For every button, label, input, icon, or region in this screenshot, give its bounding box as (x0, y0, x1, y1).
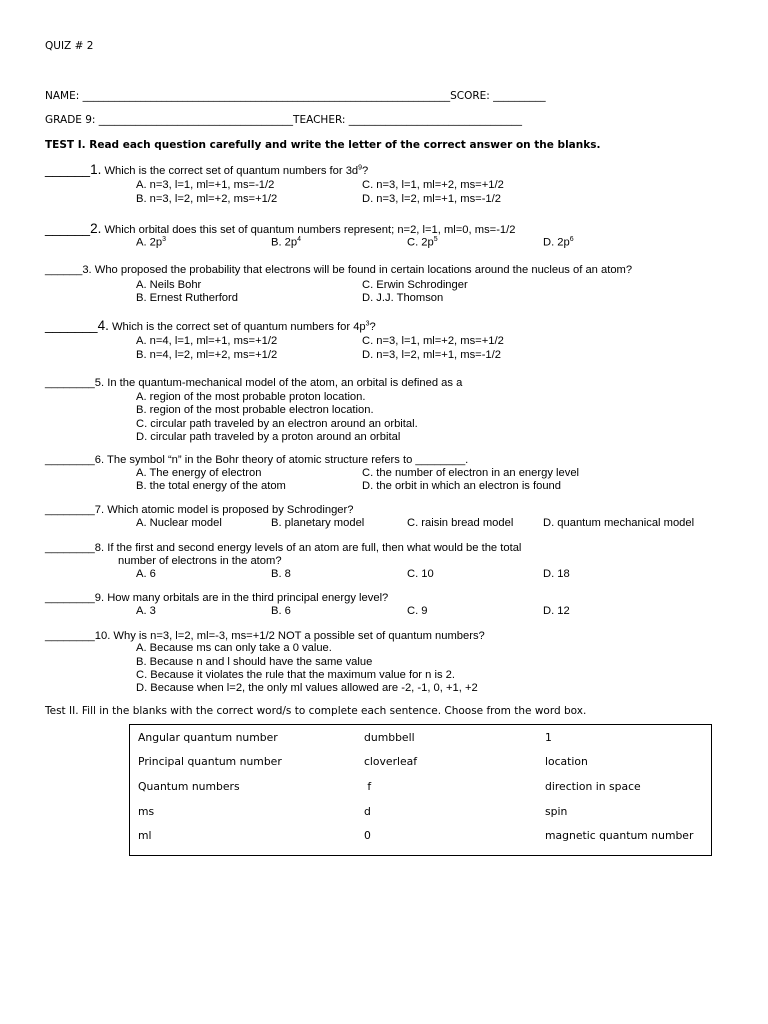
option-b: B. region of the most probable electron location. (136, 404, 374, 416)
option-b: B. n=4, l=2, ml=+2, ms=+1/2 (136, 349, 278, 361)
option-c: C. n=3, l=1, ml=+2, ms=+1/2 (362, 335, 504, 347)
grade-teacher-line: GRADE 9: _____________________________________TEACHER: _________________________________ (45, 114, 523, 126)
option-d: D. quantum mechanical model (543, 517, 695, 529)
option-a: A. 3 (136, 605, 156, 617)
option-c: C. Erwin Schrodinger (362, 279, 468, 291)
question-number: 1. (90, 162, 102, 177)
option-d: D. 18 (543, 568, 570, 580)
option-a: A. region of the most probable proton location. (136, 391, 366, 403)
answer-blank: ______ (45, 162, 91, 177)
test1-instructions: TEST I. Read each question carefully and write the letter of the correct answer on the blanks. (45, 139, 601, 151)
question-number: 4. (97, 318, 109, 333)
option-d: D. 12 (543, 605, 570, 617)
option-b: B. Because n and l should have the same value (136, 656, 373, 668)
word-box (129, 724, 712, 856)
question-7: ________7. Which atomic model is proposed by Schrodinger? (45, 504, 354, 516)
option-a: A. $2p^3$ (136, 236, 167, 249)
option-c: C. 9 (407, 605, 428, 617)
question-8: ________8. If the first and second energy levels of an atom are full, then what would be the total (45, 542, 522, 554)
option-c: C. the number of electron in an energy level (362, 467, 580, 479)
option-d: D. n=3, l=2, ml=+1, ms=-1/2 (362, 349, 501, 361)
word-box-cell: magnetic quantum number (545, 829, 694, 842)
option-c: C. 10 (407, 568, 434, 580)
answer-blank: ______ (45, 221, 91, 236)
word-box-cell: direction in space (545, 780, 641, 793)
word-box-cell: Angular quantum number (138, 731, 278, 744)
question-9: ________9. How many orbitals are in the third principal energy level? (45, 592, 389, 604)
word-box-cell: 0 (364, 829, 371, 842)
question-text: Which is the correct set of quantum numbers for 3d (104, 165, 359, 177)
option-d: D. J.J. Thomson (362, 292, 444, 304)
question-text: Which orbital does this set of quantum numbers represent; n=2, l=1, ml=0, ms=-1/2 (104, 224, 516, 236)
option-a: A. Because ms can only take a 0 value. (136, 642, 332, 654)
word-box-cell: ms (138, 805, 155, 818)
word-box-cell: ml (138, 829, 152, 842)
option-b: B. n=3, l=2, ml=+2, ms=+1/2 (136, 193, 278, 205)
option-b: B. Ernest Rutherford (136, 292, 238, 304)
word-box-cell: Principal quantum number (138, 755, 282, 768)
word-box-cell: dumbbell (364, 731, 415, 744)
question-8-continued: number of electrons in the atom? (118, 555, 282, 567)
option-c: C. n=3, l=1, ml=+2, ms=+1/2 (362, 179, 504, 191)
option-c: C. circular path traveled by an electron around an orbital. (136, 418, 418, 430)
word-box-cell: spin (545, 805, 568, 818)
question-3: ______3. Who proposed the probability that electrons will be found in certain locations around the nucleus of an atom? (45, 264, 633, 276)
quiz-title: QUIZ # 2 (45, 40, 94, 52)
question-text: Which is the correct set of quantum numbers for 4p (111, 321, 366, 333)
question-number: 2. (90, 221, 102, 236)
option-b: B. 6 (271, 605, 291, 617)
question-10: ________10. Why is n=3, l=2, ml=-3, ms=+1/2 NOT a possible set of quantum numbers? (45, 630, 485, 642)
option-a: A. 6 (136, 568, 156, 580)
option-d: D. n=3, l=2, ml=+1, ms=-1/2 (362, 193, 501, 205)
answer-blank: _______ (45, 318, 98, 333)
option-d: D. the orbit in which an electron is found (362, 480, 561, 492)
word-box-cell: 1 (545, 731, 552, 744)
question-6: ________6. The symbol “n” in the Bohr theory of atomic structure refers to ________. (45, 454, 469, 466)
option-d: D. circular path traveled by a proton around an orbital (136, 431, 401, 443)
option-b: B. $2p^4$ (271, 236, 302, 249)
question-4: _______4. Which is the correct set of quantum numbers for $4p^3$? (45, 318, 376, 333)
question-1: ______1. Which is the correct set of quantum numbers for $3d^9$? (45, 162, 369, 177)
word-box-cell: Quantum numbers (138, 780, 240, 793)
question-2 (45, 221, 515, 236)
option-a: A. n=4, l=1, ml=+1, ms=+1/2 (136, 335, 278, 347)
question-5: ________5. In the quantum-mechanical model of the atom, an orbital is defined as a (45, 377, 463, 389)
option-a: A. The energy of electron (136, 467, 262, 479)
word-box-cell: location (545, 755, 588, 768)
option-a: A. Nuclear model (136, 517, 222, 529)
option-a: A. n=3, l=1, ml=+1, ms=-1/2 (136, 179, 275, 191)
word-box-cell: d (364, 805, 371, 818)
option-d: D. Because when l=2, the only ml values allowed are -2, -1, 0, +1, +2 (136, 682, 478, 694)
option-b: B. 8 (271, 568, 291, 580)
superscript: 3 (365, 320, 370, 328)
option-a: A. Neils Bohr (136, 279, 202, 291)
word-box-cell: f (364, 780, 372, 793)
option-b: B. the total energy of the atom (136, 480, 286, 492)
option-c: C. raisin bread model (407, 517, 514, 529)
option-c: C. Because it violates the rule that the maximum value for n is 2. (136, 669, 455, 681)
option-b: B. planetary model (271, 517, 365, 529)
option-c: C. $2p^5$ (407, 236, 438, 249)
name-score-line: NAME: ______________________________________________________________________SCORE: __________ (45, 90, 546, 102)
option-d: D. $2p^6$ (543, 236, 574, 249)
superscript: 9 (358, 164, 363, 172)
test2-instructions: Test II. Fill in the blanks with the correct word/s to complete each sentence. Choose from the word box. (45, 705, 587, 717)
word-box-cell: cloverleaf (364, 755, 418, 768)
